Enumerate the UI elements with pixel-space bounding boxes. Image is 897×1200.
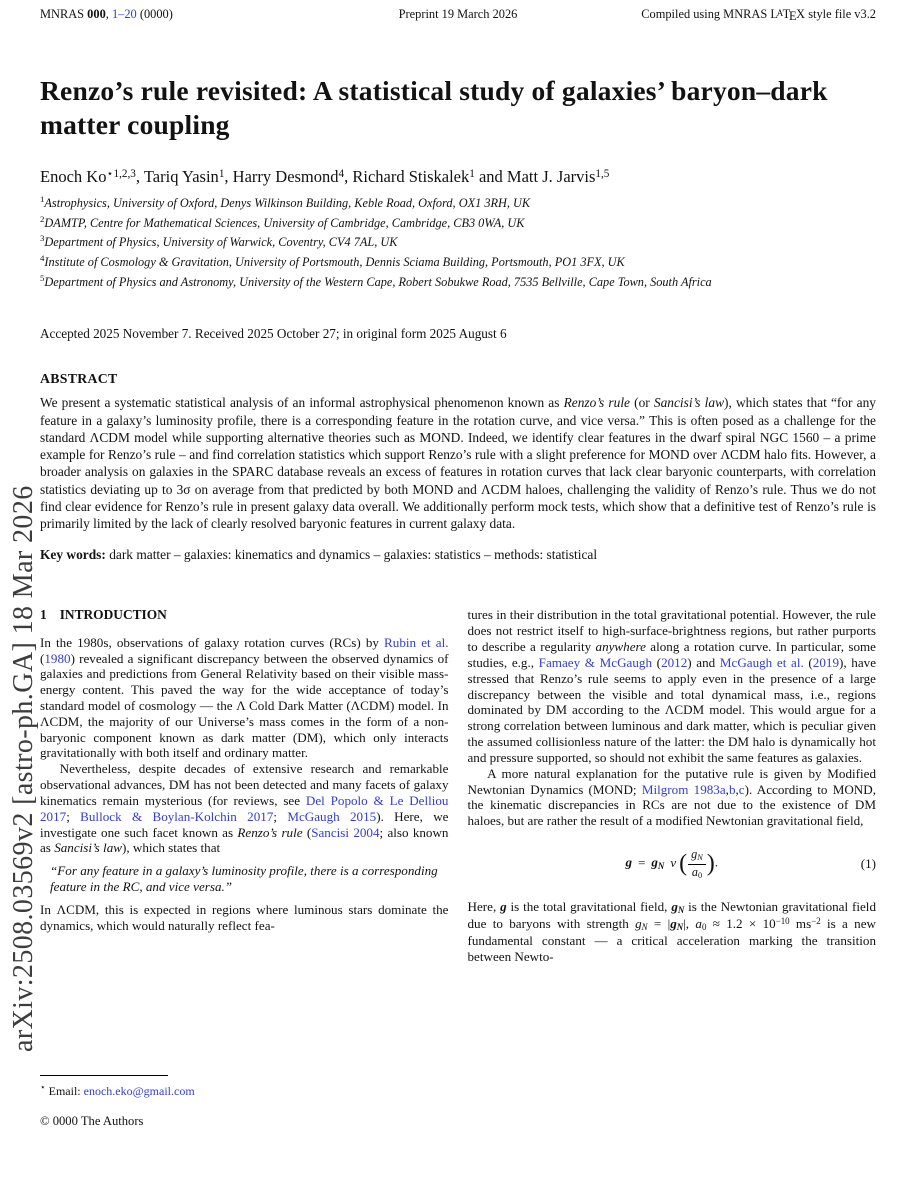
- text-segment: ≈ 1.2 × 10: [706, 916, 776, 932]
- text-segment: Nevertheless, despite decades of extensive research and remarkable observational advances, DM has not been detected and many facets of galaxy kinematics remain mysterious (for reviews, see: [40, 761, 449, 808]
- text-segment: anywhere: [595, 639, 646, 655]
- text-segment: |,: [683, 916, 696, 932]
- text-segment: ,: [735, 781, 739, 797]
- text-segment: along a rotation curve. In particular, some studies, e.g.,: [467, 639, 876, 670]
- abstract-section: [40, 371, 876, 563]
- section-number: 1: [40, 607, 47, 623]
- text-segment: (: [652, 654, 662, 670]
- eq-a0-sub: 0: [697, 870, 703, 880]
- text-segment: ), which states that “for any feature in a galaxy’s luminosity profile, there is a corresponding feature in the rotation curve, and vice versa.” This is often posed as a challenge for the standard ΛCDM model while supporting alternative theories such as MOND. Indeed, we identify clear features in the dwarf spiral NGC 1560 – a prime example for Renzo’s rule – and find correlation statistics which support Renzo’s rule with a slight preference for MOND over ΛCDM halo fits. However, a broader analysis on galaxies in the SPARC database reveals an excess of features in rotation curves that lack clear baryonic counterparts, with correlation statistics deviating up to 3σ on average from that predicted by both MOND and ΛCDM haloes, challenging the validity of Renzo’s rule. Thus we do not find clear evidence for Renzo’s rule in present galaxy data overall. We additionally perform mock tests, which show that a definitive test of Renzo’s rule is primarily limited by the lack of clearly resolved baryonic features in current galaxy data.: [40, 395, 876, 532]
- copyright-line: © 0000 The Authors: [40, 1114, 144, 1129]
- text-segment: −2: [811, 916, 821, 927]
- two-column-body: [40, 607, 876, 1099]
- text-segment: Here,: [467, 899, 501, 915]
- affiliation-4: [40, 252, 876, 272]
- text-link[interactable]: Bullock & Boylan-Kolchin 2017: [80, 808, 274, 824]
- text-segment: , Tariq Yasin: [135, 166, 219, 186]
- preprint-date: Preprint 19 March 2026: [398, 7, 518, 21]
- text-link[interactable]: 1–20: [111, 7, 137, 21]
- text-segment: In the 1980s, observations of galaxy rotation curves (RCs) by: [40, 634, 385, 650]
- text-segment: is a new fundamental constant — a critical acceleration marking the transition between Newto-: [467, 916, 876, 964]
- equation-1: [468, 844, 877, 884]
- text-link[interactable]: Milgrom 1983a: [641, 781, 726, 797]
- text-segment: We present a systematic statistical analysis of an informal astrophysical phenomenon known as: [40, 395, 564, 411]
- text-segment: tures in their distribution in the total gravitational potential. However, the rule does not restrict itself to high-surface-brightness regions, but rather purports to describe a regularity: [467, 607, 876, 655]
- eq-period: .: [714, 855, 719, 871]
- text-segment: ) and: [687, 654, 720, 670]
- text-segment: MNRAS: [40, 7, 88, 21]
- text-segment: 1: [218, 167, 225, 180]
- keywords-label: Key words:: [40, 547, 106, 563]
- eq-g-newton: g: [651, 855, 658, 871]
- footnote-email: [46, 1084, 195, 1098]
- affiliation-number: 4: [40, 253, 45, 264]
- affiliation-5: [40, 272, 876, 292]
- text-link[interactable]: Rubin et al.: [384, 634, 449, 650]
- text-segment: −10: [775, 916, 790, 927]
- affiliation-number: 1: [40, 193, 45, 204]
- text-segment: and Matt J. Jarvis: [474, 166, 596, 186]
- text-segment: 1,5: [595, 167, 610, 180]
- text-link[interactable]: Sancisi 2004: [311, 824, 380, 840]
- text-segment: g: [500, 899, 507, 915]
- eq-fraction-denominator: [688, 865, 706, 880]
- affiliation-number: 5: [40, 273, 45, 284]
- text-segment: ; also known as: [40, 824, 449, 856]
- text-segment: , Harry Desmond: [224, 166, 339, 186]
- equation-number: (1): [860, 856, 876, 872]
- affiliation-1: [40, 193, 876, 213]
- intro-paragraph-1: [40, 635, 449, 762]
- text-link[interactable]: Del Popolo & Le Delliou 2017: [40, 792, 449, 824]
- right-column: [468, 607, 877, 1099]
- text-link[interactable]: 2012: [661, 654, 688, 670]
- footnote-marker: ⋆: [40, 1081, 46, 1092]
- text-link[interactable]: 1980: [44, 650, 71, 666]
- text-segment: (0000): [136, 7, 173, 21]
- text-segment: Compiled using MNRAS L: [641, 7, 778, 21]
- text-segment: is the Newtonian gravitational field due to baryons with strength: [467, 899, 876, 932]
- running-header: [40, 0, 876, 24]
- affiliation-text: Department of Physics and Astronomy, University of the Western Cape, Robert Sobukwe Road, 7535 Bellville, Cape Town, South Africa: [44, 275, 712, 290]
- text-segment: = |: [647, 916, 671, 932]
- section-heading-introduction: [40, 607, 449, 623]
- paper-title: Renzo’s rule revisited: A statistical study of galaxies’ baryon–dark matter coupling: [40, 75, 828, 141]
- text-link[interactable]: 2019: [812, 654, 839, 670]
- text-segment: Sancisi’s law: [653, 395, 725, 411]
- text-link[interactable]: Famaey & McGaugh: [538, 654, 653, 670]
- affiliation-text: Department of Physics, University of Warwick, Coventry, CV4 7AL, UK: [44, 235, 398, 250]
- paper-content: [40, 0, 876, 1129]
- renzo-rule-quote: “For any feature in a galaxy’s luminosity profile, there is a corresponding feature in the RC, and vice versa.”: [50, 863, 438, 895]
- text-segment: E: [788, 9, 797, 24]
- text-segment: ) revealed a significant discrepancy between the observed dynamics of galaxies and predictions from General Relativity based on their visible mass-energy content. This paved the way for the wide acceptance of today’s standard model of cosmology — the Λ Cold Dark Matter (ΛCDM) model. In ΛCDM, the majority of our Universe’s mass comes in the form of a non-baryonic component known as dark matter (DM), which only interacts gravitationally with both itself and ordinary matter.: [40, 650, 449, 761]
- eq-g-newton-sub: N: [657, 861, 665, 872]
- text-segment: ms: [789, 916, 812, 932]
- keywords-text: dark matter – galaxies: kinematics and dynamics – galaxies: statistics – methods: statistical: [109, 547, 598, 563]
- eq-g-total: g: [625, 855, 632, 871]
- author-list: [40, 167, 876, 187]
- text-segment: A: [776, 7, 784, 18]
- affiliation-number: 2: [40, 213, 45, 224]
- eq-a0: a: [691, 864, 698, 879]
- text-segment: ), which states that: [121, 840, 221, 856]
- intro-paragraph-3: In ΛCDM, this is expected in regions where luminous stars dominate the dynamics, which would naturally reflect fea-: [40, 901, 449, 933]
- text-segment: g: [635, 916, 642, 932]
- text-segment: (: [40, 650, 45, 666]
- journal-reference: [40, 7, 399, 22]
- eq-gn-sub: N: [697, 853, 703, 863]
- text-segment: (: [803, 654, 813, 670]
- eq-fraction-numerator: [688, 848, 706, 864]
- text-segment: N: [676, 922, 684, 933]
- keywords-line: [40, 547, 876, 563]
- text-segment: ;: [66, 808, 81, 824]
- text-segment: ). According to MOND, the kinematic discrepancies in RCs are not due to the existence of DM haloes, but are rather the result of a modified Newtonian gravitational field,: [467, 781, 876, 829]
- text-link[interactable]: enoch.eko@gmail.com: [83, 1083, 195, 1098]
- history-line: Accepted 2025 November 7. Received 2025 October 27; in original form 2025 August 6: [40, 326, 507, 342]
- text-segment: Renzo’s rule: [237, 824, 303, 840]
- affiliation-number: 3: [40, 233, 45, 244]
- abstract-heading: ABSTRACT: [40, 371, 118, 387]
- text-segment: Enoch Ko: [40, 166, 107, 186]
- affiliation-text: Institute of Cosmology & Gravitation, University of Portsmouth, Dennis Sciama Building, Portsmouth, PO1 3FX, UK: [44, 255, 625, 270]
- text-segment: g: [671, 899, 678, 915]
- author-footnote: [40, 1075, 449, 1100]
- text-segment: ;: [273, 808, 288, 824]
- text-segment: g: [670, 916, 677, 932]
- text-segment: 4: [338, 167, 345, 180]
- text-segment: N: [677, 905, 685, 916]
- eq-equals: =: [637, 855, 646, 871]
- text-segment: ), have stressed that Renzo’s rule seems to apply even in the presence of a large discrepancy between the visible and total dynamical mass, i.e., regions dominated by DM according to the ΛCDM model. This would argue for a strong correlation between luminous and dark matter, which is peculiar given the assumed collisionless nature of the latter: the DM halo is dynamically hot and pressure supported, so should not exhibit the same features as galaxies.: [467, 654, 877, 765]
- eq-fraction: [688, 848, 706, 879]
- text-link[interactable]: McGaugh 2015: [287, 808, 377, 824]
- affiliation-text: DAMTP, Centre for Mathematical Sciences, University of Cambridge, Cambridge, CB3 0WA, UK: [44, 215, 525, 230]
- arxiv-stamp: arXiv:2508.03569v2 [astro-ph.GA] 18 Mar 2026: [8, 485, 39, 1052]
- text-segment: (: [302, 824, 312, 840]
- text-segment: ,: [725, 781, 729, 797]
- text-segment: 1: [469, 167, 475, 180]
- text-segment: ,: [105, 7, 112, 21]
- text-link[interactable]: McGaugh et al.: [719, 654, 804, 670]
- text-segment: Sancisi’s law: [54, 840, 122, 856]
- affiliation-list: [40, 193, 876, 293]
- right-paragraph-3: [468, 899, 877, 965]
- intro-paragraph-2: [40, 761, 449, 856]
- text-segment: 000: [87, 7, 106, 21]
- text-segment: Renzo’s rule: [563, 395, 630, 411]
- text-link[interactable]: b: [728, 781, 736, 797]
- text-segment: (or: [629, 395, 654, 411]
- text-segment: ⋆1,2,3: [106, 167, 136, 180]
- text-segment: a: [695, 916, 702, 932]
- compile-note: [517, 7, 876, 24]
- eq-open-paren: (: [679, 851, 688, 878]
- footnote-rule: [40, 1075, 168, 1076]
- section-title: INTRODUCTION: [59, 607, 167, 623]
- text-segment: 0: [701, 922, 707, 933]
- eq-gn: g: [691, 847, 698, 862]
- affiliation-3: [40, 232, 876, 252]
- text-segment: ). Here, we investigate one such facet known as: [40, 808, 449, 840]
- right-paragraph-2: [468, 766, 877, 829]
- footnote-text: [40, 1082, 449, 1100]
- text-segment: N: [641, 922, 648, 933]
- abstract-body: [40, 394, 876, 532]
- text-segment: Email:: [45, 1083, 84, 1098]
- text-segment: X style file v3.2: [796, 7, 876, 21]
- text-link[interactable]: c: [738, 781, 745, 797]
- right-paragraph-1: [468, 607, 877, 765]
- affiliation-text: Astrophysics, University of Oxford, Denys Wilkinson Building, Keble Road, Oxford, OX1 3RH, UK: [44, 195, 531, 210]
- equation-math: [625, 848, 718, 879]
- left-column: [40, 607, 449, 1099]
- text-segment: T: [782, 7, 791, 21]
- text-segment: , Richard Stiskalek: [344, 166, 470, 186]
- eq-close-paren: ): [706, 851, 715, 878]
- affiliation-2: [40, 213, 876, 233]
- eq-nu-function: ν: [670, 855, 677, 871]
- text-segment: is the total gravitational field,: [506, 899, 672, 915]
- text-segment: A more natural explanation for the putative rule is given by Modified Newtonian Dynamics (MOND;: [467, 765, 876, 797]
